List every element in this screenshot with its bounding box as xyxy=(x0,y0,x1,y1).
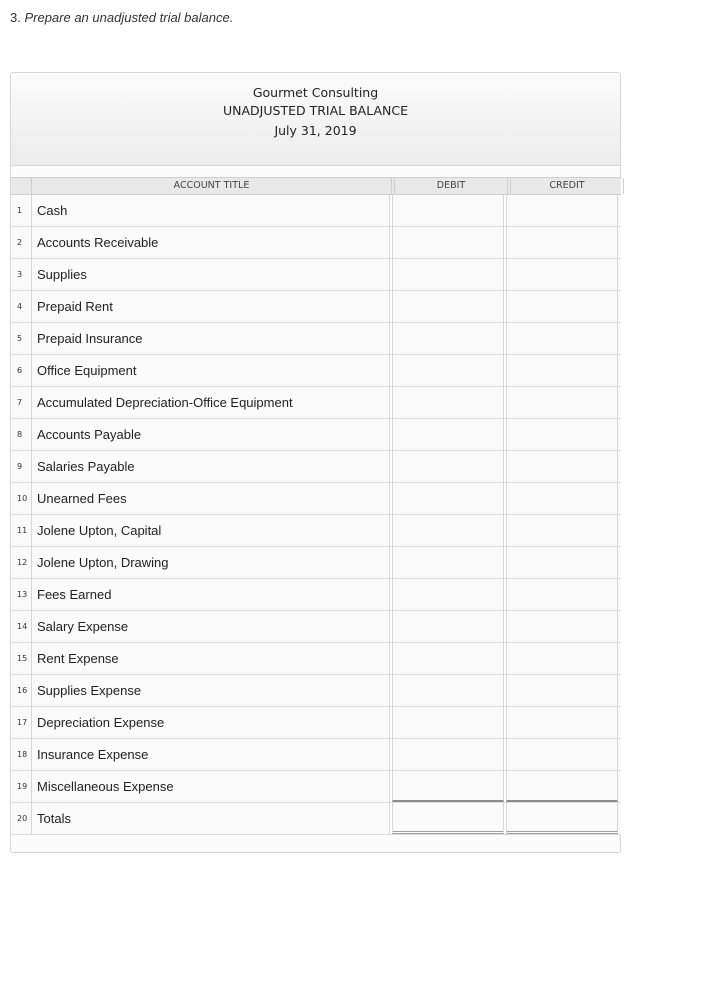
account-title-cell[interactable]: Salary Expense xyxy=(31,611,390,642)
row-number: 5 xyxy=(17,334,23,343)
debit-input[interactable] xyxy=(392,451,504,482)
row-number: 1 xyxy=(17,206,23,215)
account-title-cell[interactable]: Accumulated Depreciation-Office Equipment xyxy=(31,387,390,418)
account-title-cell[interactable]: Jolene Upton, Drawing xyxy=(31,547,390,578)
debit-input[interactable] xyxy=(392,579,504,610)
row-number: 11 xyxy=(17,526,28,535)
table-row xyxy=(11,547,621,579)
credit-input[interactable] xyxy=(506,739,618,770)
account-title-cell[interactable]: Unearned Fees xyxy=(31,483,390,514)
account-title-cell[interactable]: Fees Earned xyxy=(31,579,390,610)
credit-input[interactable] xyxy=(506,451,618,482)
company-name: Gourmet Consulting xyxy=(252,85,379,100)
credit-input[interactable] xyxy=(506,547,618,578)
table-header-row xyxy=(11,177,621,195)
account-title-cell[interactable]: Rent Expense xyxy=(31,643,390,674)
debit-input[interactable] xyxy=(392,675,504,706)
row-number: 17 xyxy=(17,718,28,727)
table-row xyxy=(11,291,621,323)
debit-input[interactable] xyxy=(392,515,504,546)
instruction-number: 3. xyxy=(10,10,21,25)
credit-input[interactable] xyxy=(506,483,618,514)
credit-input[interactable] xyxy=(506,771,618,802)
account-title-cell[interactable]: Accounts Payable xyxy=(31,419,390,450)
row-number: 16 xyxy=(17,686,28,695)
credit-input[interactable] xyxy=(506,707,618,738)
account-title-cell[interactable]: Accounts Receivable xyxy=(31,227,390,258)
account-title-cell[interactable]: Office Equipment xyxy=(31,355,390,386)
debit-input[interactable] xyxy=(392,291,504,322)
debit-input[interactable] xyxy=(392,643,504,674)
statement-title: UNADJUSTED TRIAL BALANCE xyxy=(223,103,408,118)
debit-input[interactable] xyxy=(392,259,504,290)
table-row xyxy=(11,803,621,835)
debit-input[interactable] xyxy=(392,323,504,354)
row-number: 10 xyxy=(17,494,28,503)
table-row xyxy=(11,387,621,419)
credit-input[interactable] xyxy=(506,579,618,610)
credit-input[interactable] xyxy=(506,675,618,706)
table-row xyxy=(11,451,621,483)
table-row xyxy=(11,579,621,611)
table-row xyxy=(11,707,621,739)
row-number: 12 xyxy=(17,558,28,567)
trial-balance-table xyxy=(11,177,621,835)
table-row xyxy=(11,771,621,803)
row-number: 3 xyxy=(17,270,23,279)
debit-input[interactable] xyxy=(392,707,504,738)
credit-input[interactable] xyxy=(506,195,618,226)
credit-input[interactable] xyxy=(506,803,618,834)
account-title-cell[interactable]: Prepaid Rent xyxy=(31,291,390,322)
table-row xyxy=(11,259,621,291)
row-number: 8 xyxy=(17,430,23,439)
row-number: 15 xyxy=(17,654,28,663)
debit-input[interactable] xyxy=(392,387,504,418)
account-title-cell[interactable]: Insurance Expense xyxy=(31,739,390,770)
debit-input[interactable] xyxy=(392,547,504,578)
credit-input[interactable] xyxy=(506,355,618,386)
credit-input[interactable] xyxy=(506,259,618,290)
row-number: 18 xyxy=(17,750,28,759)
table-row xyxy=(11,195,621,227)
row-number: 19 xyxy=(17,782,28,791)
account-title-cell[interactable]: Supplies xyxy=(31,259,390,290)
table-body xyxy=(11,195,621,835)
credit-input[interactable] xyxy=(506,323,618,354)
debit-input[interactable] xyxy=(392,195,504,226)
table-row xyxy=(11,227,621,259)
credit-input[interactable] xyxy=(506,643,618,674)
debit-input[interactable] xyxy=(392,227,504,258)
credit-input[interactable] xyxy=(506,515,618,546)
debit-input[interactable] xyxy=(392,611,504,642)
credit-input[interactable] xyxy=(506,611,618,642)
debit-input[interactable] xyxy=(392,739,504,770)
row-number: 4 xyxy=(17,302,23,311)
credit-input[interactable] xyxy=(506,387,618,418)
row-number: 14 xyxy=(17,622,28,631)
instruction-body: Prepare an unadjusted trial balance. xyxy=(24,10,234,25)
row-number: 20 xyxy=(17,814,28,823)
trial-balance-panel xyxy=(10,72,621,853)
credit-input[interactable] xyxy=(506,291,618,322)
credit-input[interactable] xyxy=(506,227,618,258)
row-number: 7 xyxy=(17,398,23,407)
table-row xyxy=(11,355,621,387)
account-title-cell[interactable]: Depreciation Expense xyxy=(31,707,390,738)
account-title-cell[interactable]: Cash xyxy=(31,195,390,226)
trial-balance-header xyxy=(11,73,620,166)
row-number: 9 xyxy=(17,462,23,471)
table-row xyxy=(11,515,621,547)
account-title-cell[interactable]: Totals xyxy=(31,803,390,834)
table-row xyxy=(11,483,621,515)
debit-input[interactable] xyxy=(392,771,504,802)
row-number: 13 xyxy=(17,590,28,599)
table-row xyxy=(11,739,621,771)
debit-input[interactable] xyxy=(392,483,504,514)
account-title-cell[interactable]: Prepaid Insurance xyxy=(31,323,390,354)
debit-input[interactable] xyxy=(392,803,504,834)
instruction-text xyxy=(10,10,233,25)
account-title-cell[interactable]: Salaries Payable xyxy=(31,451,390,482)
table-row xyxy=(11,611,621,643)
table-row xyxy=(11,675,621,707)
table-row xyxy=(11,323,621,355)
debit-input[interactable] xyxy=(392,419,504,450)
debit-header: DEBIT xyxy=(394,178,508,194)
debit-input[interactable] xyxy=(392,355,504,386)
credit-input[interactable] xyxy=(506,419,618,450)
row-number-header xyxy=(11,178,31,194)
account-title-cell[interactable]: Supplies Expense xyxy=(31,675,390,706)
account-title-cell[interactable]: Miscellaneous Expense xyxy=(31,771,390,802)
row-number: 2 xyxy=(17,238,23,247)
table-row xyxy=(11,419,621,451)
account-title-header: ACCOUNT TITLE xyxy=(31,178,392,194)
credit-header: CREDIT xyxy=(510,178,624,194)
account-title-cell[interactable]: Jolene Upton, Capital xyxy=(31,515,390,546)
statement-date: July 31, 2019 xyxy=(274,123,357,138)
row-number: 6 xyxy=(17,366,23,375)
table-row xyxy=(11,643,621,675)
